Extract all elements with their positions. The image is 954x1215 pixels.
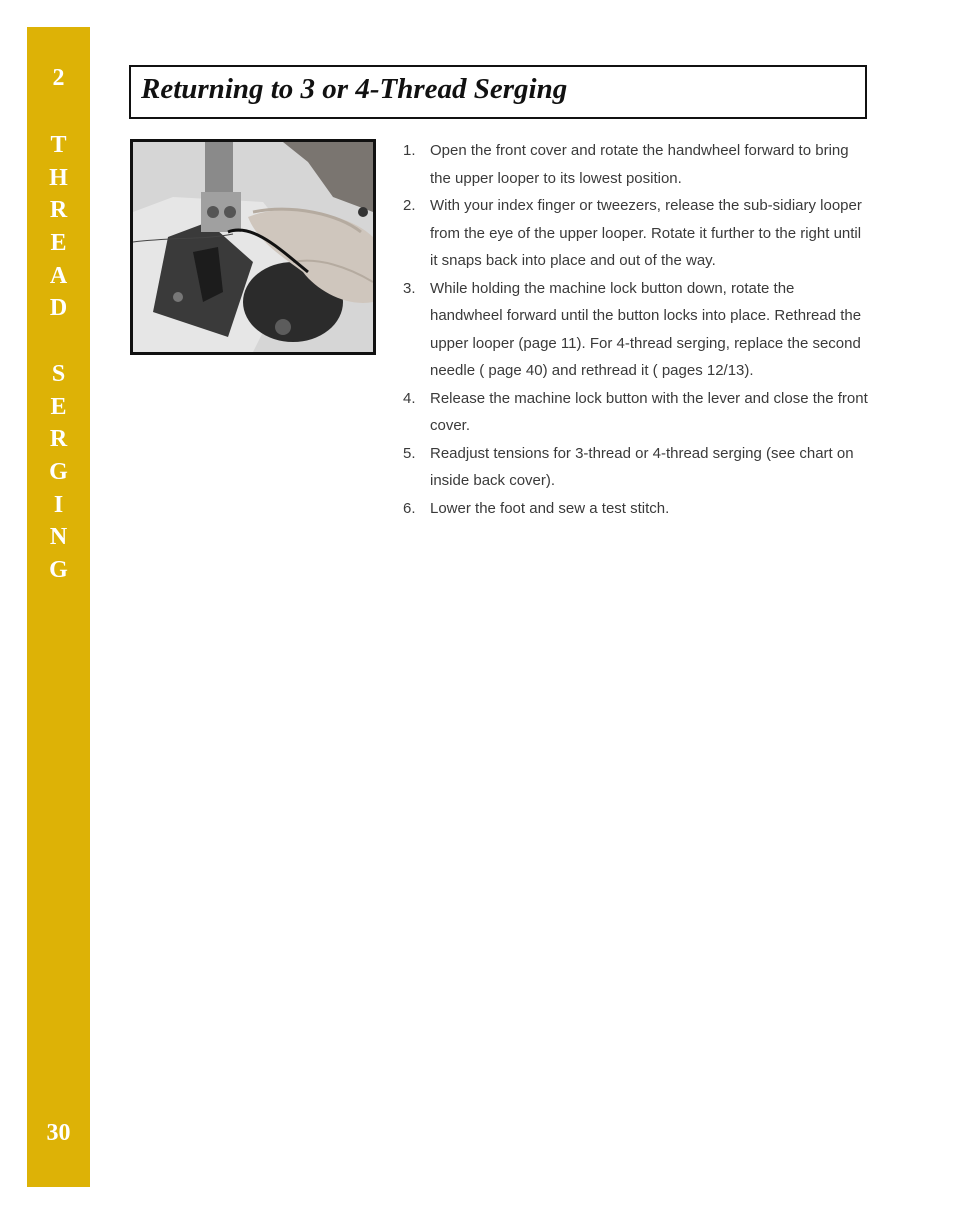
chapter-title-vertical — [27, 129, 90, 587]
instruction-steps — [400, 137, 870, 522]
chapter-side-tab — [27, 27, 90, 1187]
instruction-step — [400, 385, 870, 440]
chapter-letter: R — [49, 426, 68, 453]
chapter-letter: T — [50, 132, 67, 158]
chapter-letter: G — [49, 556, 68, 583]
page-number: 30 — [46, 1120, 71, 1146]
step-number: 2. — [403, 197, 416, 214]
step-text: While holding the machine lock button down, rotate the handwheel forward until the button locks into place. Rethread the upper looper (page 11). For 4-thread serging, replace the second needle ( page 40) and rethread it ( pages 12/13). — [430, 279, 862, 379]
step-number: 3. — [403, 279, 416, 297]
step-text: Readjust tensions for 3-thread or 4-thread serging (see chart on inside back cover). — [430, 444, 854, 489]
instruction-step — [400, 495, 870, 523]
step-number: 6. — [403, 499, 416, 517]
chapter-letter: E — [50, 393, 67, 420]
instruction-step — [400, 137, 870, 192]
page-title: Returning to 3 or 4-Thread Serging — [141, 73, 568, 105]
step-number: 5. — [403, 444, 416, 462]
chapter-letter: I — [53, 491, 64, 518]
chapter-letter: G — [49, 458, 68, 485]
photo-illustration — [133, 142, 373, 352]
step-text: Release the machine lock button with the lever and close the front cover. — [430, 389, 868, 434]
chapter-letter: H — [49, 164, 68, 191]
instruction-step — [400, 192, 870, 275]
chapter-number: 2 — [52, 65, 65, 91]
chapter-letter: E — [50, 230, 67, 257]
section-title-box — [129, 65, 867, 119]
step-text: Lower the foot and sew a test stitch. — [430, 499, 670, 517]
chapter-letter: D — [49, 295, 68, 322]
step-number: 1. — [403, 142, 416, 159]
chapter-letter: S — [51, 360, 66, 387]
step-number: 4. — [403, 389, 416, 407]
chapter-letter: N — [49, 524, 68, 551]
step-text: With your index finger or tweezers, release the sub-sidiary looper from the eye of the upper looper. Rotate it further to the right until it snaps back into place and out of the way. — [430, 197, 862, 269]
instruction-step — [400, 275, 870, 385]
step-text: Open the front cover and rotate the handwheel forward to bring the upper looper to its lowest position. — [430, 142, 849, 187]
chapter-letter: A — [49, 262, 68, 289]
chapter-letter-gap — [27, 325, 90, 358]
serger-looper-photo — [130, 139, 376, 355]
instruction-step — [400, 440, 870, 495]
chapter-letter: R — [49, 197, 68, 224]
